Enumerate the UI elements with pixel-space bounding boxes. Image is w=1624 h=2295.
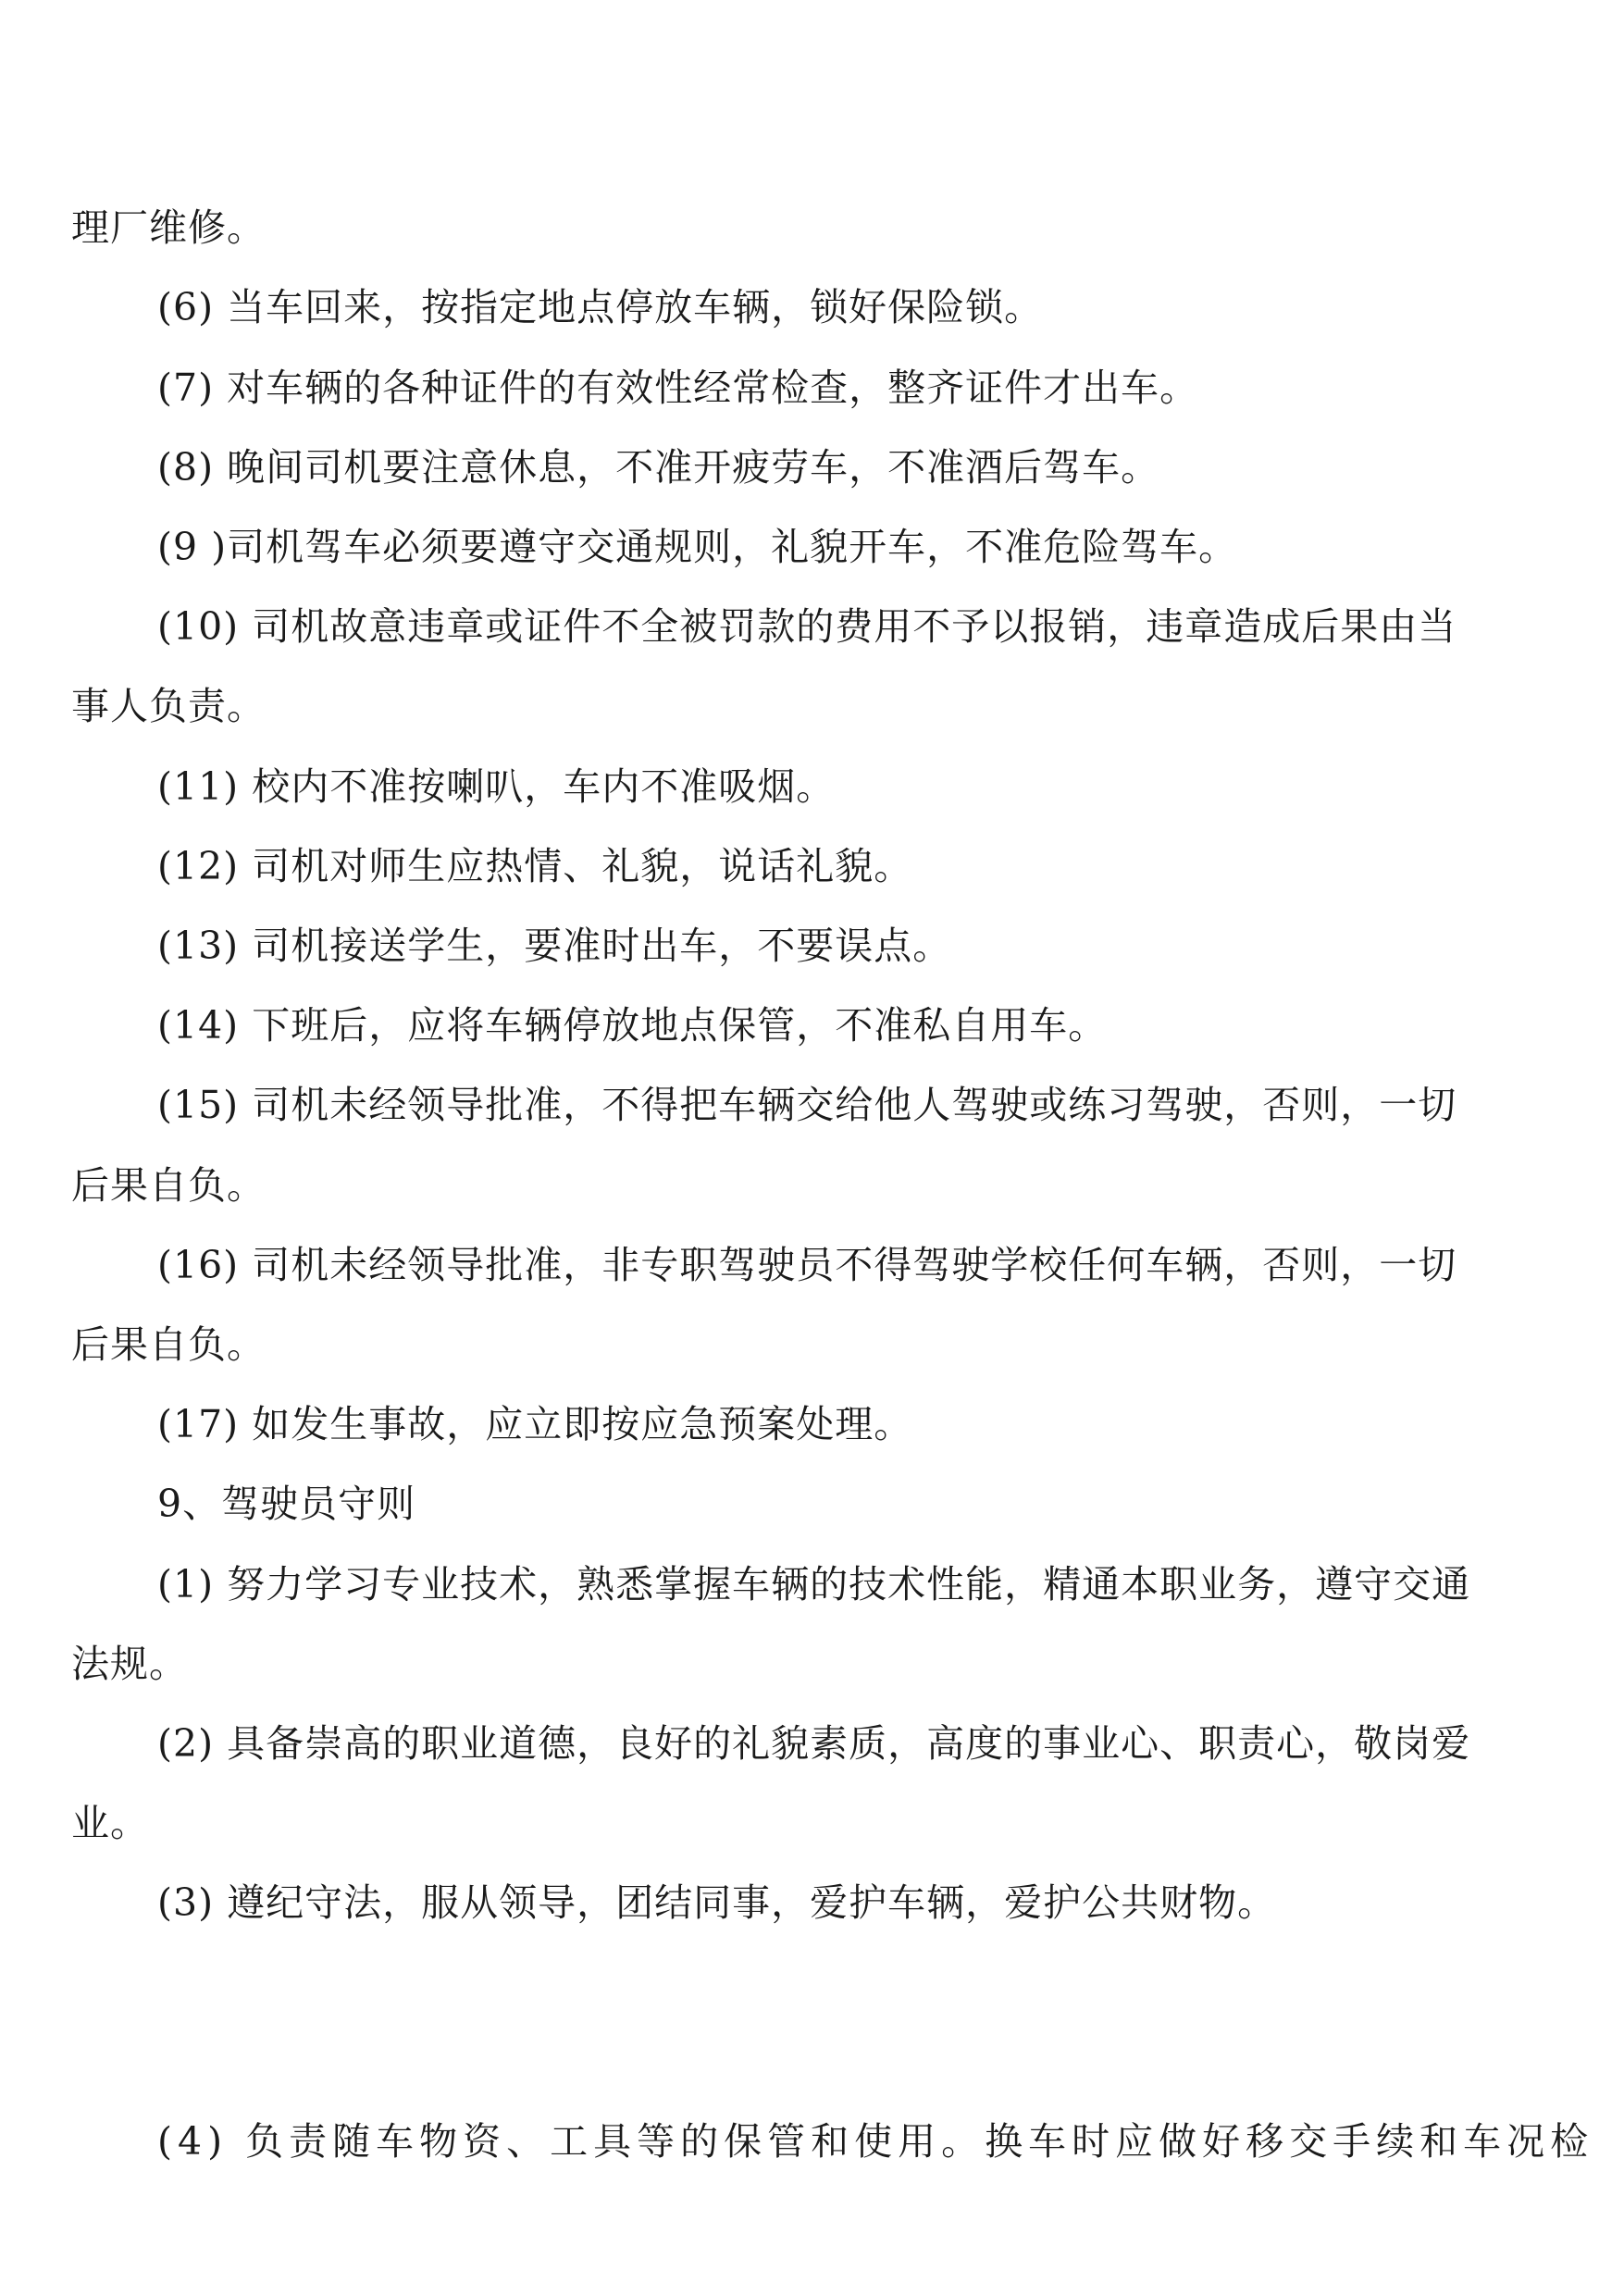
text-line-22: (3) 遵纪守法，服从领导，团结同事，爱护车辆，爱护公共财物。 — [157, 1880, 1277, 1925]
text-line-19: 法规。 — [71, 1642, 188, 1686]
text-line-23: (4) 负责随车物资、工具等的保管和使用。换车时应做好移交手续和车况检 — [157, 2119, 1594, 2164]
text-line-10: (13) 司机接送学生，要准时出车，不要误点。 — [157, 924, 952, 968]
text-line-6: (10) 司机故意违章或证件不全被罚款的费用不予以报销，违章造成后果由当 — [157, 604, 1457, 649]
text-line-15: 后果自负。 — [71, 1322, 266, 1367]
text-line-12: (15) 司机未经领导批准，不得把车辆交给他人驾驶或练习驾驶，否则，一切 — [157, 1083, 1457, 1127]
text-line-5: (9 )司机驾车必须要遵守交通规则，礼貌开车，不准危险驾车。 — [157, 525, 1238, 569]
text-line-11: (14) 下班后，应将车辆停放地点保管，不准私自用车。 — [157, 1003, 1108, 1048]
text-line-8: (11) 校内不准按喇叭，车内不准吸烟。 — [157, 764, 836, 809]
text-line-4: (8) 晚间司机要注意休息，不准开疲劳车，不准酒后驾车。 — [157, 445, 1160, 490]
text-line-14: (16) 司机未经领导批准，非专职驾驶员不得驾驶学校任何车辆，否则，一切 — [157, 1243, 1457, 1287]
text-line-3: (7) 对车辆的各种证件的有效性经常检查，整齐证件才出车。 — [157, 366, 1199, 410]
text-line-21: 业。 — [71, 1801, 149, 1845]
text-line-2: (6) 当车回来，按指定地点停放车辆，锁好保险锁。 — [157, 285, 1044, 329]
text-line-7: 事人负责。 — [71, 684, 266, 728]
text-line-20: (2) 具备崇高的职业道德，良好的礼貌素质，高度的事业心、职责心，敬岗爱 — [157, 1721, 1471, 1766]
text-line-16: (17) 如发生事故，应立即按应急预案处理。 — [157, 1402, 913, 1446]
text-line-18: (1) 努力学习专业技术，熟悉掌握车辆的技术性能，精通本职业务，遵守交通 — [157, 1562, 1471, 1606]
text-line-13: 后果自负。 — [71, 1163, 266, 1208]
text-line-9: (12) 司机对师生应热情、礼貌，说话礼貌。 — [157, 844, 913, 888]
text-line-1: 理厂维修。 — [71, 205, 266, 250]
section-heading: 9、驾驶员守则 — [157, 1482, 416, 1526]
